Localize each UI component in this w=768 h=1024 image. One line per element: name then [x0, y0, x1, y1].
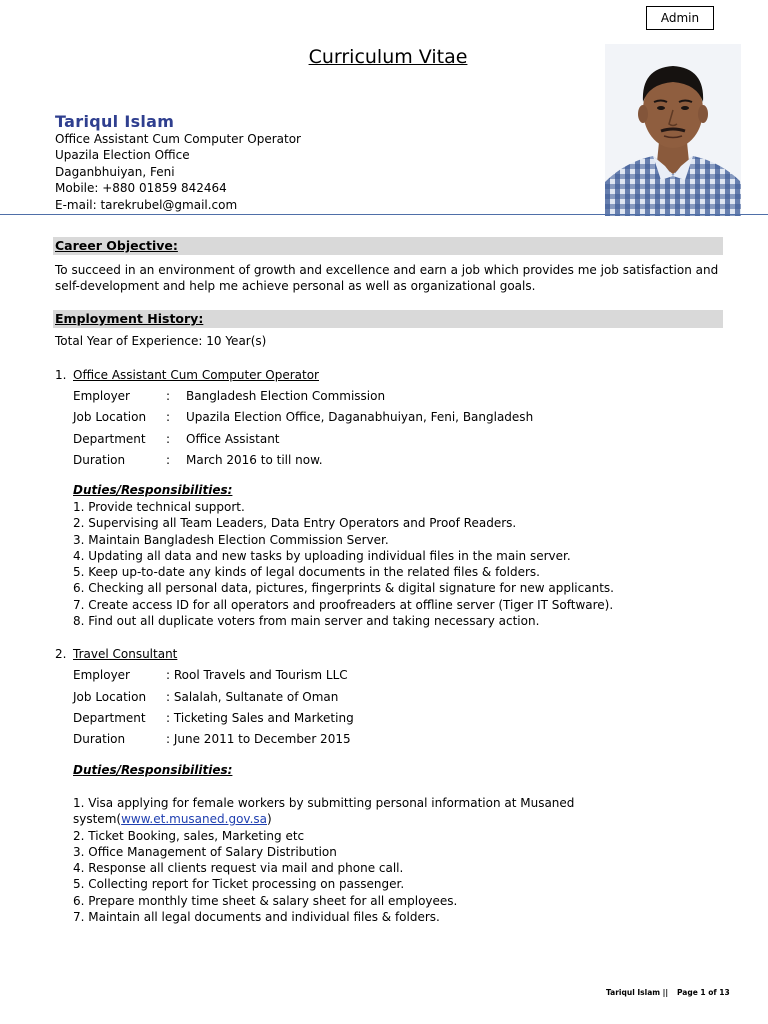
employment-history-heading — [53, 310, 723, 328]
job-2-duration-label: Duration — [73, 732, 126, 746]
total-experience-value: 10 Year(s) — [206, 334, 267, 348]
list-item — [73, 811, 633, 827]
job-2-title — [55, 647, 177, 661]
job-2-duties-heading: Duties/Responsibilities: — [73, 763, 233, 777]
job-2-department-label: Department — [73, 711, 146, 725]
career-objective-heading-text: Career Objective: — [55, 238, 178, 253]
job-2-location: : Salalah, Sultanate of Oman — [166, 690, 339, 704]
list-item: 5. Collecting report for Ticket processing on passenger. — [73, 877, 405, 892]
candidate-name: Tariqul Islam — [55, 112, 175, 131]
current-location: Daganbhuiyan, Feni — [55, 165, 175, 179]
job-1-department-colon: : — [166, 432, 171, 446]
job-2-duration: : June 2011 to December 2015 — [166, 732, 351, 746]
list-item: 1. Provide technical support. — [73, 500, 245, 514]
list-item: 4. Response all clients request via mail and phone call. — [73, 861, 404, 876]
list-item: 6. Prepare monthly time sheet & salary sheet for all employees. — [73, 893, 458, 908]
list-item: 1. Visa applying for female workers by submitting personal information at Musaned — [73, 796, 575, 810]
career-objective-heading — [53, 237, 723, 255]
footer-page-number: Page 1 of 13 — [677, 988, 730, 997]
career-objective-text: To succeed in an environment of growth and excellence and earn a job which provides me job satisfaction and self-development and help me achieve personal as well as organizational goals. — [55, 263, 719, 293]
list-item: 7. Create access ID for all operators and proofreaders at offline server (Tiger IT Software). — [73, 597, 614, 612]
total-experience-label: Total Year of Experience: — [55, 334, 203, 348]
employment-history-heading-text: Employment History: — [55, 311, 204, 326]
list-item: 8. Find out all duplicate voters from main server and taking necessary action. — [73, 614, 540, 629]
job-1-duration: March 2016 to till now. — [186, 453, 323, 467]
footer-name: Tariqul Islam || — [606, 988, 669, 997]
list-item: 2. Ticket Booking, sales, Marketing etc — [73, 828, 305, 843]
total-experience — [55, 334, 266, 348]
list-item: 5. Keep up-to-date any kinds of legal documents in the related files & folders. — [73, 565, 540, 580]
email-address: E-mail: tarekrubel@gmail.com — [55, 198, 238, 212]
job-2-location-label: Job Location — [73, 690, 147, 704]
job-1-title — [55, 368, 319, 382]
job-2-duties-list — [73, 795, 633, 925]
job-2-number: 2. — [55, 647, 67, 661]
musaned-link[interactable]: www.et.musaned.gov.sa — [121, 812, 268, 827]
current-position: Office Assistant Cum Computer Operator — [55, 132, 301, 146]
header-divider — [0, 214, 768, 215]
job-2-employer: : Rool Travels and Tourism LLC — [166, 668, 348, 682]
job-1-duties-list — [73, 499, 633, 629]
mobile-number: Mobile: +880 01859 842464 — [55, 181, 227, 195]
admin-label: Admin — [646, 6, 714, 30]
duty-prefix: system( — [73, 812, 122, 827]
job-1-department-label: Department — [73, 432, 146, 446]
job-1-location-colon: : — [166, 410, 171, 424]
document-title: Curriculum Vitae — [308, 46, 468, 68]
job-1-location-label: Job Location — [73, 410, 147, 424]
job-1-department: Office Assistant — [186, 432, 280, 446]
job-1-title-text: Office Assistant Cum Computer Operator — [73, 368, 319, 382]
list-item: 7. Maintain all legal documents and individual files & folders. — [73, 910, 440, 925]
list-item: 2. Supervising all Team Leaders, Data Entry Operators and Proof Readers. — [73, 516, 517, 531]
job-2-employer-label: Employer — [73, 668, 130, 682]
job-1-employer: Bangladesh Election Commission — [186, 389, 386, 403]
profile-photo — [605, 44, 741, 216]
list-item: 6. Checking all personal data, pictures, fingerprints & digital signature for new applicants. — [73, 581, 614, 596]
list-item: 3. Maintain Bangladesh Election Commission Server. — [73, 532, 389, 547]
list-item: 4. Updating all data and new tasks by uploading individual files in the main server. — [73, 548, 571, 563]
job-1-number: 1. — [55, 368, 67, 382]
job-1-location: Upazila Election Office, Daganabhuiyan, Feni, Bangladesh — [186, 410, 534, 424]
job-2-title-text: Travel Consultant — [73, 647, 178, 661]
current-office: Upazila Election Office — [55, 148, 190, 162]
duty-suffix: ) — [267, 812, 272, 827]
job-1-employer-label: Employer — [73, 389, 130, 403]
job-2-department: : Ticketing Sales and Marketing — [166, 711, 354, 725]
job-1-duration-colon: : — [166, 453, 171, 467]
job-1-duration-label: Duration — [73, 453, 126, 467]
list-item: 3. Office Management of Salary Distribution — [73, 844, 337, 859]
job-1-duties-heading: Duties/Responsibilities: — [73, 483, 233, 497]
job-1-employer-colon: : — [166, 389, 171, 403]
